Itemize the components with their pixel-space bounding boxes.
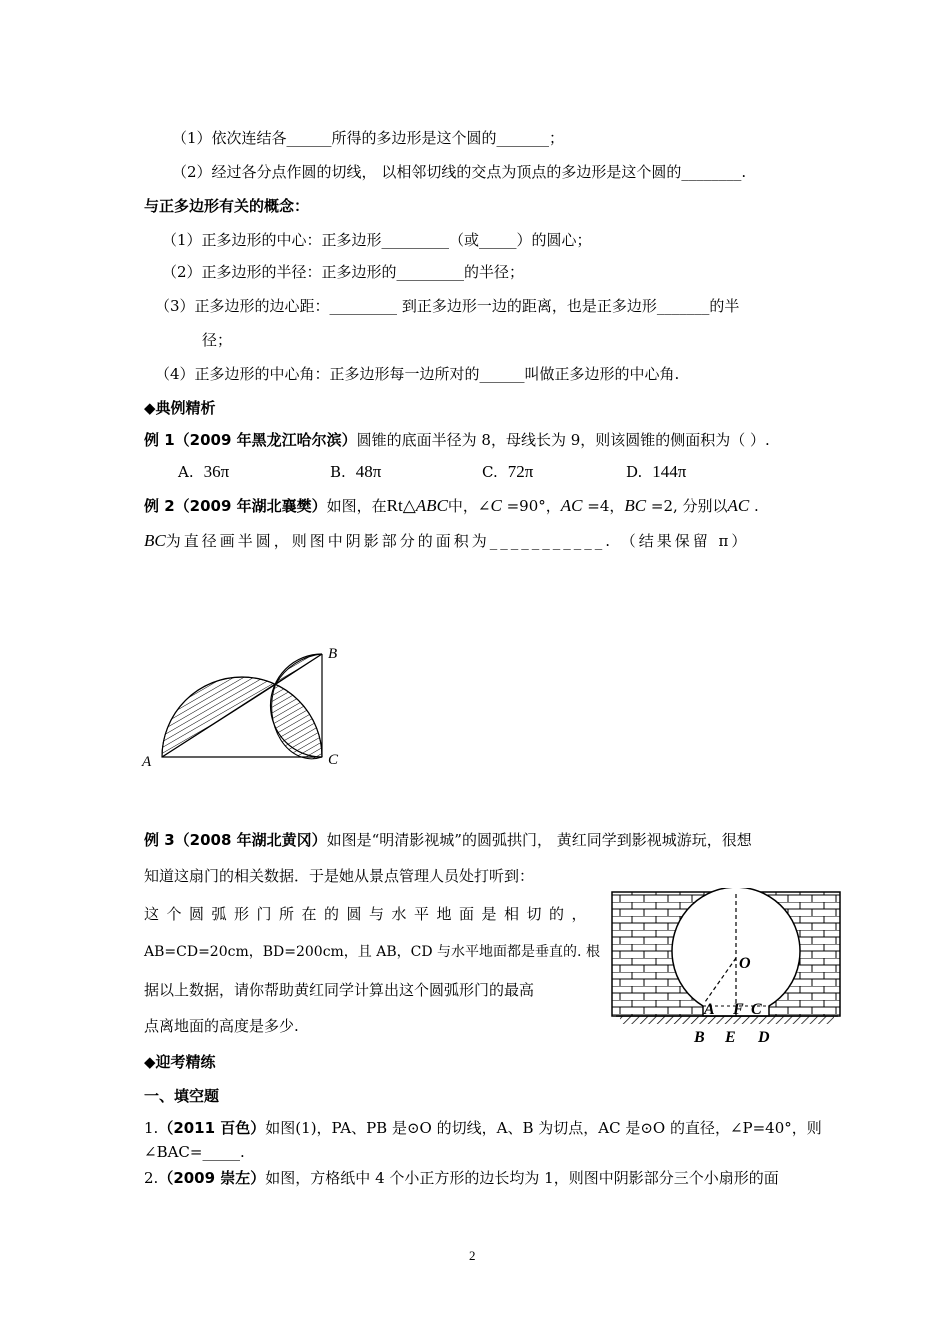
question-2-number: 2. — [144, 1169, 159, 1187]
text-line-polygon-circumscribed: （2）经过各分点作圆的切线， 以相邻切线的交点为顶点的多边形是这个圆的________. — [172, 163, 747, 181]
example-2-line-2 — [144, 531, 749, 551]
example-3-line-3: 这个圆弧形门所在的圆与水平地面是相切的， — [144, 905, 595, 923]
section-heading-practice: ◆迎考精练 — [144, 1053, 216, 1071]
option-d-letter: D. — [626, 463, 643, 481]
option-c — [482, 462, 533, 482]
section-heading-concepts: 与正多边形有关的概念： — [144, 197, 310, 215]
shaded-lens — [272, 685, 322, 759]
example-2-text-f: . — [749, 497, 759, 515]
example-1-text: 圆锥的底面半径为 8，母线长为 9，则该圆锥的侧面积为（ ）. — [356, 431, 770, 449]
example-3-line-6: 点离地面的高度是多少. — [144, 1017, 299, 1035]
page-number: 2 — [469, 1248, 476, 1263]
question-1-line-2: ∠BAC=_____. — [144, 1143, 245, 1161]
text-line-polygon-inscribed: （1）依次连结各______所得的多边形是这个圆的_______； — [172, 129, 565, 147]
example-2-text-b: 中，∠ — [447, 497, 491, 515]
question-2-text: 如图，方格纸中 4 个小正方形的边长均为 1，则图中阴影部分三个小扇形的面 — [265, 1169, 779, 1187]
label-d: D — [758, 1029, 770, 1046]
label-b2: B — [694, 1029, 705, 1046]
example-2-bc2: BC — [144, 531, 166, 550]
option-a-letter: A. — [178, 463, 194, 481]
label-o: O — [739, 955, 751, 972]
example-3-line-2: 知道这扇门的相关数据．于是她从景点管理人员处打听到： — [144, 867, 535, 885]
question-2 — [144, 1168, 779, 1188]
example-2-text-a: 如图，在 — [326, 497, 387, 515]
option-b-letter: B. — [330, 463, 346, 481]
example-2-bc: BC — [624, 496, 647, 515]
option-a — [178, 462, 229, 482]
example-1-label: 例 1（2009 年黑龙江哈尔滨） — [144, 431, 357, 449]
option-d — [626, 462, 686, 482]
question-1 — [144, 1118, 822, 1138]
label-c2: C — [751, 1001, 762, 1018]
figure-semicircles — [138, 640, 358, 780]
option-b-value: 48π — [355, 462, 382, 481]
question-2-label: （2009 崇左） — [158, 1169, 266, 1187]
example-2-text-d: =4， — [582, 497, 625, 515]
label-e: E — [725, 1029, 736, 1046]
concept-center: （1）正多边形的中心：正多边形_________（或_____）的圆心； — [162, 231, 592, 249]
label-a2: A — [704, 1001, 715, 1018]
label-c: C — [328, 752, 339, 768]
option-a-value: 36π — [203, 462, 230, 481]
example-3-line-5: 据以上数据，请你帮助黄红同学计算出这个圆弧形门的最高 — [144, 981, 535, 999]
example-2-abc: ABC — [415, 496, 448, 515]
example-3-line-4: AB=CD=20cm，BD=200cm，且 AB，CD 与水平地面都是垂直的. 根 — [144, 944, 600, 960]
example-3-line-1: 如图是“明清影视城”的圆弧拱门， 黄红同学到影视城游玩，很想 — [326, 831, 752, 849]
example-2-text-c: =90°， — [501, 497, 561, 515]
example-3-label: 例 3（2008 年湖北黄冈） — [144, 831, 327, 849]
section-heading-examples: ◆典例精析 — [144, 399, 216, 417]
example-2-c: C — [490, 496, 502, 515]
concept-radius: （2）正多边形的半径：正多边形的_________的半径； — [162, 263, 525, 281]
example-2-ac2: AC — [727, 496, 750, 515]
option-b — [330, 462, 381, 482]
figure-arch-gate — [606, 888, 846, 1048]
example-2-text-e: =2, 分别以 — [646, 497, 728, 515]
concept-central-angle: （4）正多边形的中心角：正多边形每一边所对的______叫做正多边形的中心角. — [155, 365, 680, 383]
label-a: A — [142, 754, 152, 770]
example-1 — [144, 430, 770, 450]
question-1-label: （2011 百色） — [158, 1119, 266, 1137]
question-1-number: 1. — [144, 1119, 159, 1137]
example-3 — [144, 830, 752, 850]
label-b: B — [328, 646, 338, 662]
question-1-text: 如图(1)，PA、PB 是⊙O 的切线，A、B 为切点，AC 是⊙O 的直径，∠P=40°，则 — [265, 1119, 822, 1137]
example-2 — [144, 496, 759, 516]
example-2-label: 例 2（2009 年湖北襄樊） — [144, 497, 327, 515]
concept-apothem: （3）正多边形的边心距：_________ 到正多边形一边的距离，也是正多边形_______的半 — [155, 297, 740, 315]
option-c-value: 72π — [507, 462, 534, 481]
ground-hatch — [620, 1016, 834, 1024]
label-f: F — [733, 1001, 744, 1018]
option-c-letter: C. — [482, 463, 498, 481]
example-2-ac: AC — [560, 496, 583, 515]
example-2-line-2-text: 为直径画半圆，则图中阴影部分的面积为___________. （结果保留 π） — [165, 532, 750, 550]
example-2-rt: Rt△ — [386, 496, 416, 515]
option-d-value: 144π — [652, 462, 687, 481]
shaded-region-large — [162, 677, 276, 757]
concept-apothem-cont: 径； — [202, 331, 233, 349]
section-heading-fill-blank: 一、填空题 — [144, 1087, 220, 1105]
